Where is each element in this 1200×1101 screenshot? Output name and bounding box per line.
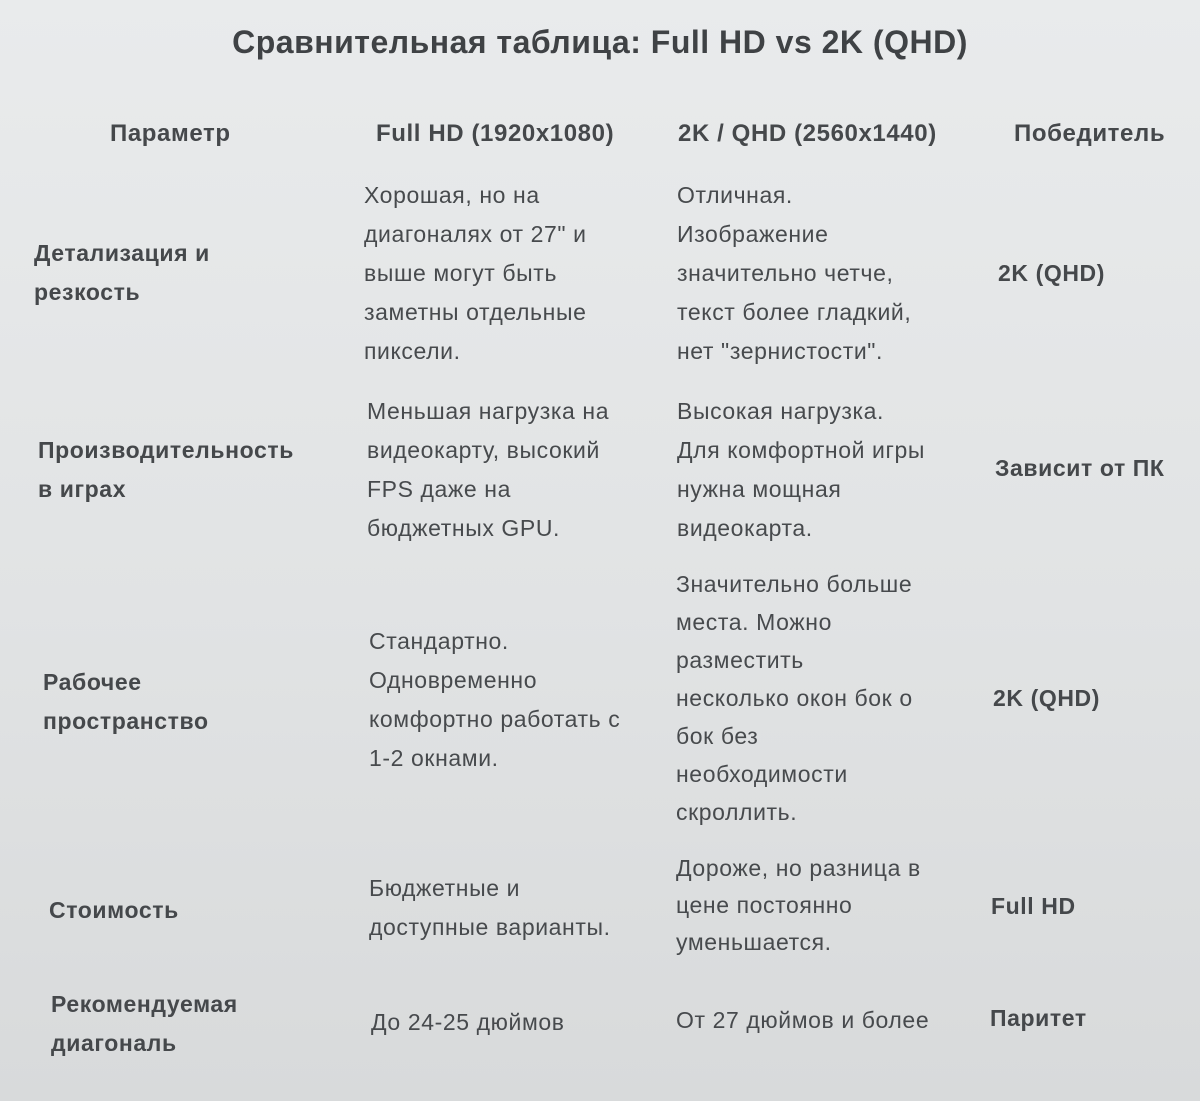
table-row-param: Рабочее пространство (43, 669, 209, 734)
table-row-param: Детализация и резкость (34, 240, 210, 305)
table-row-param: Стоимость (49, 897, 179, 923)
page-title: Сравнительная таблица: Full HD vs 2K (QHD) (232, 24, 968, 60)
table-row-qhd: Высокая нагрузка. Для комфортной игры нужна мощная видеокарта. (677, 398, 925, 541)
column-header-winner: Победитель (1014, 120, 1166, 147)
table-row-fullhd: Стандартно. Одновременно комфортно работать с 1-2 окнами. (369, 628, 621, 771)
column-header-parameter: Параметр (110, 120, 231, 147)
table-row-fullhd: До 24-25 дюймов (371, 1009, 565, 1035)
table-row-param: Производительность в играх (38, 437, 294, 502)
table-row-qhd: Дороже, но разница в цене постоянно уменьшается. (676, 855, 921, 955)
table-row-winner: Full HD (991, 893, 1076, 919)
table-row-winner: 2K (QHD) (998, 260, 1106, 286)
table-row-qhd: От 27 дюймов и более (676, 1007, 930, 1033)
table-row-qhd: Отличная. Изображение значительно четче, текст более гладкий, нет "зернистости". (677, 182, 912, 364)
table-row-fullhd: Хорошая, но на диагоналях от 27" и выше могут быть заметны отдельные пиксели. (364, 182, 587, 364)
column-header-qhd: 2K / QHD (2560x1440) (678, 120, 937, 147)
table-row-winner: Зависит от ПК (995, 455, 1165, 481)
table-row-fullhd: Бюджетные и доступные варианты. (369, 875, 611, 940)
table-row-winner: 2K (QHD) (993, 685, 1101, 711)
table-row-qhd: Значительно больше места. Можно разместить несколько окон бок о бок без необходимости скроллить. (676, 571, 913, 825)
table-row-fullhd: Меньшая нагрузка на видеокарту, высокий FPS даже на бюджетных GPU. (367, 398, 610, 541)
column-header-fullhd: Full HD (1920x1080) (376, 120, 615, 147)
table-row-winner: Паритет (990, 1005, 1087, 1031)
table-row-param: Рекомендуемая диагональ (51, 991, 238, 1056)
